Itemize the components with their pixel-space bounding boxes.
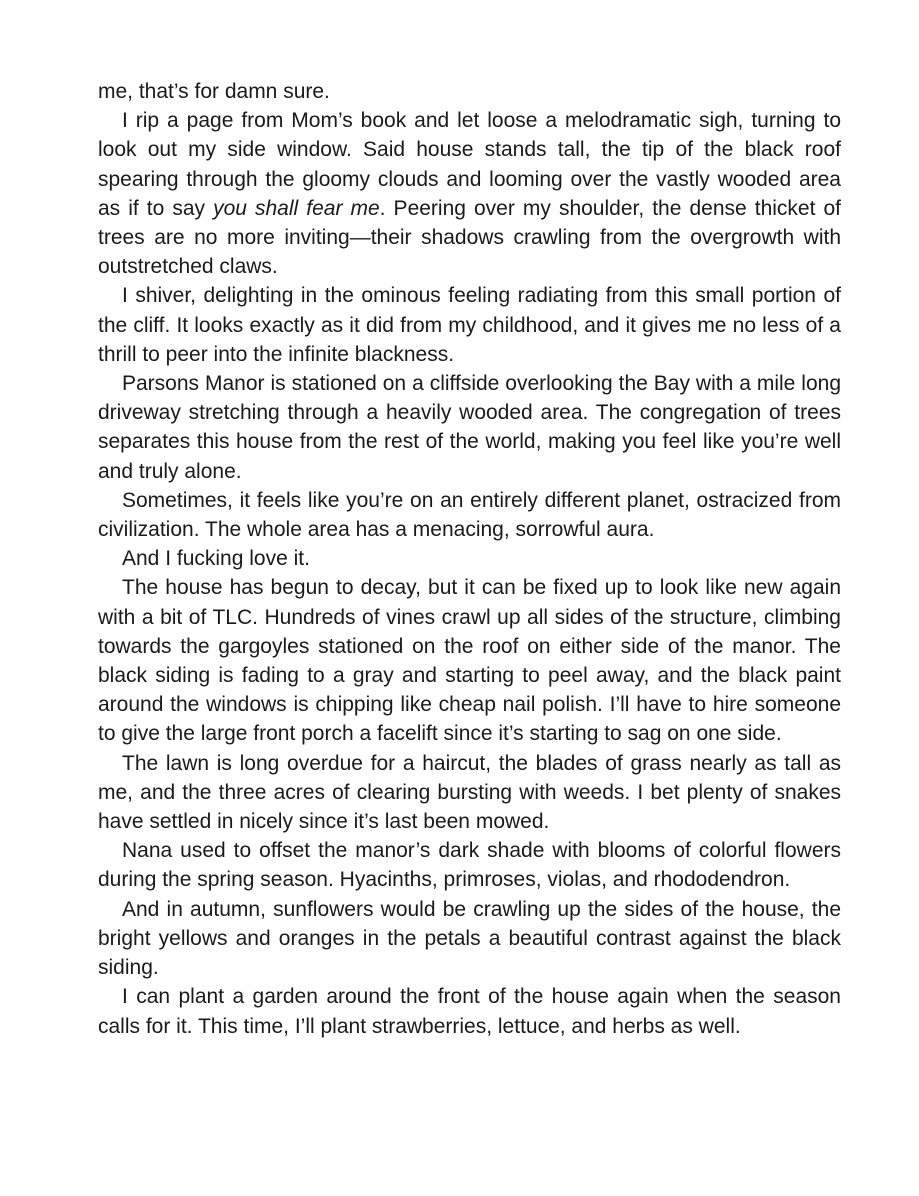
paragraph-3: I shiver, delighting in the ominous feeling radiating from this small portion of the cliff. It looks exactly as it did from my childhood, and it gives me no less of a thrill to peer into the infinite blackness. (98, 284, 841, 366)
paragraph-9: Nana used to offset the manor’s dark shade with blooms of colorful flowers during the spring season. Hyacinths, primroses, violas, and rhododendron. (98, 839, 841, 892)
paragraph-10: And in autumn, sunflowers would be crawling up the sides of the house, the bright yellows and oranges in the petals a beautiful contrast against the black siding. (98, 897, 841, 980)
paragraph-7: The house has begun to decay, but it can be fixed up to look like new again with a bit of TLC. Hundreds of vines crawl up all sides of the structure, climbing towards the gargoyles stationed on the roof on either side of the manor. The black siding is fading to a gray and starting to peel away, and the black paint around the windows is chipping like cheap nail polish. I’ll have to hire someone to give the large front porch a facelift since it’s starting to sag on one side. (98, 576, 841, 746)
paragraph-8: The lawn is long overdue for a haircut, the blades of grass nearly as tall as me, and the three acres of clearing bursting with weeds. I bet plenty of snakes have settled in nicely since it’s last been mowed. (98, 751, 841, 834)
paragraph-1: me, that’s for damn sure. (98, 80, 330, 103)
paragraph-5: Sometimes, it feels like you’re on an entirely different planet, ostracized from civilization. The whole area has a menacing, sorrowful aura. (98, 488, 841, 542)
paragraph-2-end: . Peering over my shoulder, the dense thicket of trees are no more inviting—their shadows crawling from the overgrowth with outstretched claws. (98, 196, 841, 279)
paragraph-2-italic: you shall fear me (213, 196, 380, 220)
paragraph-6: And I fucking love it. (122, 547, 310, 571)
paragraph-2-start: I rip a page from Mom’s book and let loose a melodramatic sigh, turning to look out my side window. Said house stands tall, the tip of the black roof spearing through the gloomy clouds and looming over the vastly wooded area as if to say (98, 109, 841, 220)
paragraph-2 (98, 106, 841, 281)
book-page (98, 77, 841, 1041)
paragraph-11: I can plant a garden around the front of the house again when the season calls for it. This time, I’ll plant strawberries, lettuce, and herbs as well. (98, 985, 841, 1038)
paragraph-4: Parsons Manor is stationed on a cliffside overlooking the Bay with a mile long driveway stretching through a heavily wooded area. The congregation of trees separates this house from the rest of the world, making you feel like you’re well and truly alone. (98, 372, 841, 483)
